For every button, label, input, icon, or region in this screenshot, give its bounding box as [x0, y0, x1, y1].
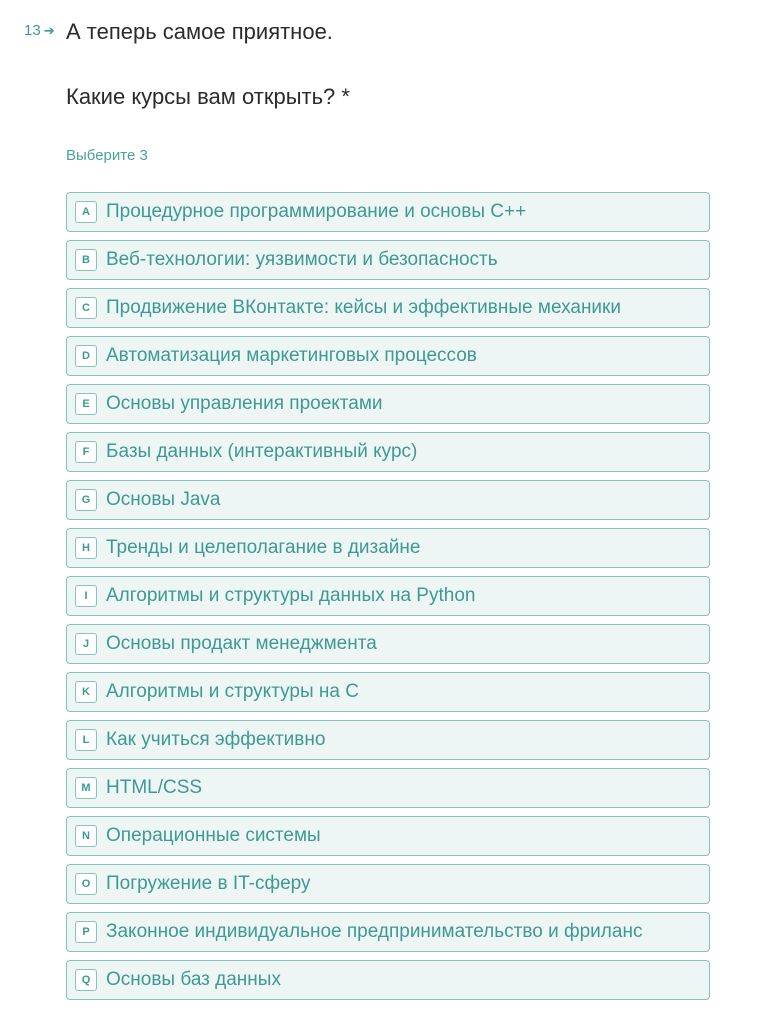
option-label: Погружение в IT-сферу	[106, 873, 311, 894]
option-p[interactable]	[66, 912, 710, 952]
option-k[interactable]	[66, 672, 710, 712]
option-m[interactable]	[66, 768, 710, 808]
option-label: Основы Java	[106, 489, 221, 510]
option-e[interactable]	[66, 384, 710, 424]
arrow-right-icon: ➔	[43, 22, 55, 38]
option-key: H	[75, 537, 97, 559]
option-key: I	[75, 585, 97, 607]
question-number	[24, 22, 55, 39]
option-key: D	[75, 345, 97, 367]
option-key: J	[75, 633, 97, 655]
option-label: Веб-технологии: уязвимости и безопасность	[106, 249, 498, 270]
option-key: N	[75, 825, 97, 847]
option-q[interactable]	[66, 960, 710, 1000]
option-o[interactable]	[66, 864, 710, 904]
option-label: Алгоритмы и структуры данных на Python	[106, 585, 476, 606]
option-label: Процедурное программирование и основы C++	[106, 201, 527, 222]
option-label: Основы баз данных	[106, 969, 281, 990]
option-label: Алгоритмы и структуры на C	[106, 681, 359, 702]
option-key: F	[75, 441, 97, 463]
option-key: A	[75, 201, 97, 223]
option-label: Законное индивидуальное предпринимательство и фриланс	[106, 921, 643, 942]
option-label: Базы данных (интерактивный курс)	[106, 441, 418, 462]
option-label: Как учиться эффективно	[106, 729, 326, 750]
option-i[interactable]	[66, 576, 710, 616]
option-key: O	[75, 873, 97, 895]
option-key: L	[75, 729, 97, 751]
selection-hint: Выберите 3	[66, 147, 148, 164]
question-number-value: 13	[24, 22, 41, 39]
option-key: C	[75, 297, 97, 319]
option-n[interactable]	[66, 816, 710, 856]
option-a[interactable]	[66, 192, 710, 232]
option-label: Основы управления проектами	[106, 393, 383, 414]
option-g[interactable]	[66, 480, 710, 520]
option-h[interactable]	[66, 528, 710, 568]
option-key: M	[75, 777, 97, 799]
question-intro: А теперь самое приятное.	[66, 19, 333, 44]
option-l[interactable]	[66, 720, 710, 760]
option-key: K	[75, 681, 97, 703]
option-key: Q	[75, 969, 97, 991]
option-b[interactable]	[66, 240, 710, 280]
option-label: Автоматизация маркетинговых процессов	[106, 345, 477, 366]
option-key: E	[75, 393, 97, 415]
option-key: B	[75, 249, 97, 271]
options-list	[66, 192, 710, 1000]
option-c[interactable]	[66, 288, 710, 328]
option-label: Основы продакт менеджмента	[106, 633, 377, 654]
option-key: G	[75, 489, 97, 511]
option-label: HTML/CSS	[106, 777, 203, 798]
option-f[interactable]	[66, 432, 710, 472]
question-title: Какие курсы вам открыть? *	[66, 84, 350, 109]
option-label: Тренды и целеполагание в дизайне	[106, 537, 421, 558]
option-label: Операционные системы	[106, 825, 321, 846]
option-key: P	[75, 921, 97, 943]
option-d[interactable]	[66, 336, 710, 376]
option-j[interactable]	[66, 624, 710, 664]
option-label: Продвижение ВКонтакте: кейсы и эффективные механики	[106, 297, 621, 318]
